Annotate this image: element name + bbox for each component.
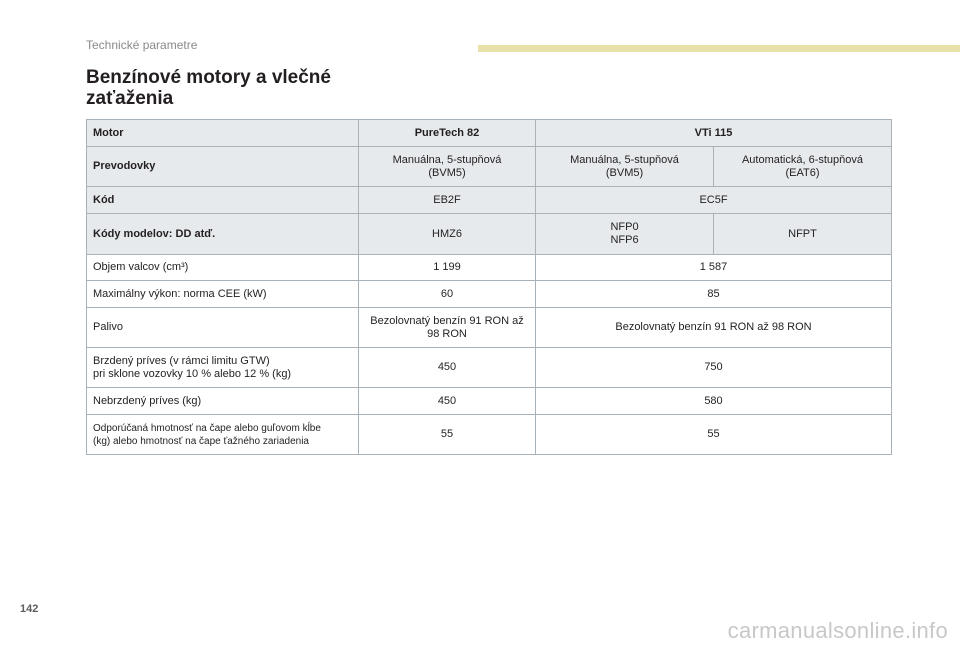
table-cell: EC5F <box>536 187 892 214</box>
table-cell: EB2F <box>359 187 536 214</box>
table-row-odporucana <box>87 415 892 455</box>
table-cell: NFP0 NFP6 <box>536 214 714 255</box>
row-label: Nebrzdený príves (kg) <box>87 388 359 415</box>
table-row-objem <box>87 255 892 281</box>
table-cell: 450 <box>359 388 536 415</box>
table-row-nebrzdeny <box>87 388 892 415</box>
row-label: Palivo <box>87 308 359 348</box>
table-cell: Bezolovnatý benzín 91 RON až 98 RON <box>359 308 536 348</box>
table-cell: NFPT <box>714 214 892 255</box>
table-cell: 85 <box>536 281 892 308</box>
table-cell: 60 <box>359 281 536 308</box>
page-number: 142 <box>20 603 39 615</box>
heading-line-1: Benzínové motory a vlečné <box>86 67 331 88</box>
table-cell: VTi 115 <box>536 120 892 147</box>
table-cell: Manuálna, 5-stupňová (BVM5) <box>536 147 714 187</box>
row-label: Objem valcov (cm³) <box>87 255 359 281</box>
row-label: Odporúčaná hmotnosť na čape alebo guľovom kĺbe (kg) alebo hmotnosť na čape ťažného zariadenia <box>87 415 359 455</box>
row-label: Kódy modelov: DD atď. <box>87 214 359 255</box>
table-cell: PureTech 82 <box>359 120 536 147</box>
row-label: Kód <box>87 187 359 214</box>
table-row-motor <box>87 120 892 147</box>
table-cell: 580 <box>536 388 892 415</box>
table-cell: 750 <box>536 348 892 388</box>
table-cell: Bezolovnatý benzín 91 RON až 98 RON <box>536 308 892 348</box>
watermark: carmanualsonline.info <box>727 618 948 643</box>
page-heading <box>86 67 406 109</box>
row-label: Maximálny výkon: norma CEE (kW) <box>87 281 359 308</box>
table-cell: 1 199 <box>359 255 536 281</box>
table-cell: 55 <box>359 415 536 455</box>
header-accent-bar <box>478 45 960 52</box>
table-row-kody-modelov <box>87 214 892 255</box>
table-cell: Automatická, 6-stupňová (EAT6) <box>714 147 892 187</box>
table-cell: HMZ6 <box>359 214 536 255</box>
section-title: Technické parametre <box>86 38 198 52</box>
row-label: Prevodovky <box>87 147 359 187</box>
row-label: Motor <box>87 120 359 147</box>
table-row-palivo <box>87 308 892 348</box>
row-label: Brzdený príves (v rámci limitu GTW) pri sklone vozovky 10 % alebo 12 % (kg) <box>87 348 359 388</box>
table-cell: 55 <box>536 415 892 455</box>
table-row-brzdeny <box>87 348 892 388</box>
table-row-kod <box>87 187 892 214</box>
table-row-vykon <box>87 281 892 308</box>
heading-line-2: zaťaženia <box>86 88 174 109</box>
table-cell: 1 587 <box>536 255 892 281</box>
table-cell: Manuálna, 5-stupňová (BVM5) <box>359 147 536 187</box>
table-row-prevodovky <box>87 147 892 187</box>
table-cell: 450 <box>359 348 536 388</box>
engine-spec-table <box>86 119 892 455</box>
